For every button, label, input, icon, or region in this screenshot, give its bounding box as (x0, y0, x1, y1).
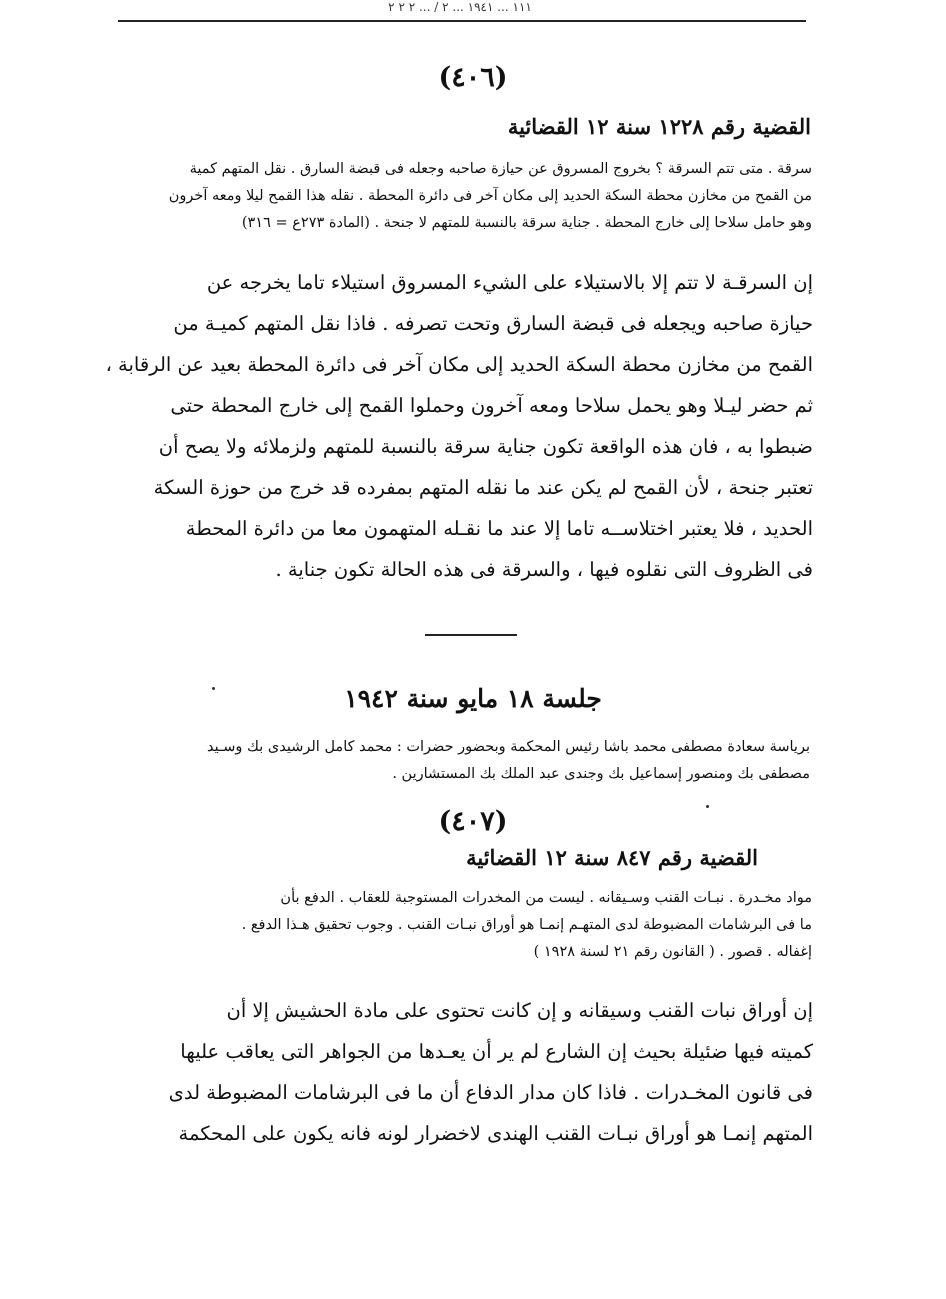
body-line: تعتبر جنحة ، لأن القمح لم يكن عند ما نقله المتهم بمفرده قد خرج من حوزة السكة (153, 476, 813, 499)
session-composition (120, 734, 810, 788)
composition-line: مصطفى بك ومنصور إسماعيل بك وجندى عبد الملك بك المستشارين . (392, 766, 810, 782)
summary-line: سرقة . متى تتم السرقة ؟ بخروج المسروق عن حيازة صاحبه وجعله فى قبضة السارق . نقل المتهم كمية (189, 161, 812, 177)
case-number-406: (٤٠٦) (438, 62, 508, 93)
composition-line: برياسة سعادة مصطفى محمد باشا رئيس المحكمة وبحضور حضرات : محمد كامل الرشيدى بك وسـيد (207, 739, 810, 755)
session-title: جلسة ١٨ مايو سنة ١٩٤٢ (344, 684, 602, 713)
body-line: المتهم إنمـا هو أوراق نبـات القنب الهندى لاخضرار لونه فانه يكون على المحكمة (178, 1122, 813, 1145)
summary-line: مواد مخـدرة . نبـات القنب وسـيقانه . ليست من المخدرات المستوجبة للعقاب . الدفع بأن (280, 890, 812, 906)
body-line: كميته فيها ضئيلة بحيث إن الشارع لم ير أن يعـدها من الجواهر التى يعاقب عليها (180, 1040, 813, 1063)
summary-line: إغفاله . قصور . ( القانون رقم ٢١ لسنة ١٩٢٨ ) (533, 944, 812, 960)
section-divider (425, 634, 517, 636)
header-rule (118, 20, 806, 22)
body-line: إن أوراق نبات القنب وسيقانه و إن كانت تحتوى على مادة الحشيش إلا أن (226, 999, 813, 1022)
body-line: حيازة صاحبه ويجعله فى قبضة السارق وتحت تصرفه . فاذا نقل المتهم كميـة من (173, 312, 813, 335)
body-line: فى الظروف التى نقلوه فيها ، والسرقة فى هذه الحالة تكون جناية . (275, 558, 813, 581)
case-summary-407 (120, 885, 812, 966)
case-body-406 (105, 262, 813, 590)
body-line: فى قانون المخـدرات . فاذا كان مدار الدفاع أن ما فى البرشامات المضبوطة لدى (168, 1081, 813, 1104)
body-line: ثم حضر ليـلا وهو يحمل سلاحا ومعه آخرون وحملوا القمح إلى خارج المحطة حتى (170, 394, 813, 417)
body-line: ضبطوا به ، فان هذه الواقعة تكون جناية سرقة بالنسبة للمتهم ولزملائه ولا يصح أن (158, 435, 813, 458)
case-summary-406 (120, 156, 812, 237)
case-title-406: القضية رقم ١٢٢٨ سنة ١٢ القضائية (507, 114, 811, 139)
body-line: الحديد ، فلا يعتبر اختلاســه تاما إلا عند ما نقـله المتهمون معا من دائرة المحطة (185, 517, 813, 540)
running-head: ١١١ ... ١٩٤١ ... ٢ / ... ٢ ٢ ٢ (388, 0, 532, 14)
case-body-407 (113, 990, 813, 1154)
summary-line: وهو حامل سلاحا إلى خارج المحطة . جناية سرقة بالنسبة للمتهم لا جنحة . (المادة ٢٧٣ع = ٣١٦) (241, 215, 812, 231)
body-line: إن السرقـة لا تتم إلا بالاستيلاء على الشيء المسروق استيلاء تاما يخرجه عن (206, 271, 813, 294)
summary-line: ما فى البرشامات المضبوطة لدى المتهـم إنمـا هو أوراق نبـات القنب . وجوب تحقيق هـذا الدفع . (241, 917, 812, 933)
summary-line: من القمح من مخازن محطة السكة الحديد إلى مكان آخر فى دائرة المحطة . نقله هذا القمح ليلا ومعه آخرون (168, 188, 812, 204)
case-title-407: القضية رقم ٨٤٧ سنة ١٢ القضائية (466, 845, 758, 870)
case-number-407: (٤٠٧) (438, 806, 508, 837)
body-line: القمح من مخازن محطة السكة الحديد إلى مكان آخر فى دائرة المحطة بعيد عن الرقابة ، (105, 353, 813, 376)
